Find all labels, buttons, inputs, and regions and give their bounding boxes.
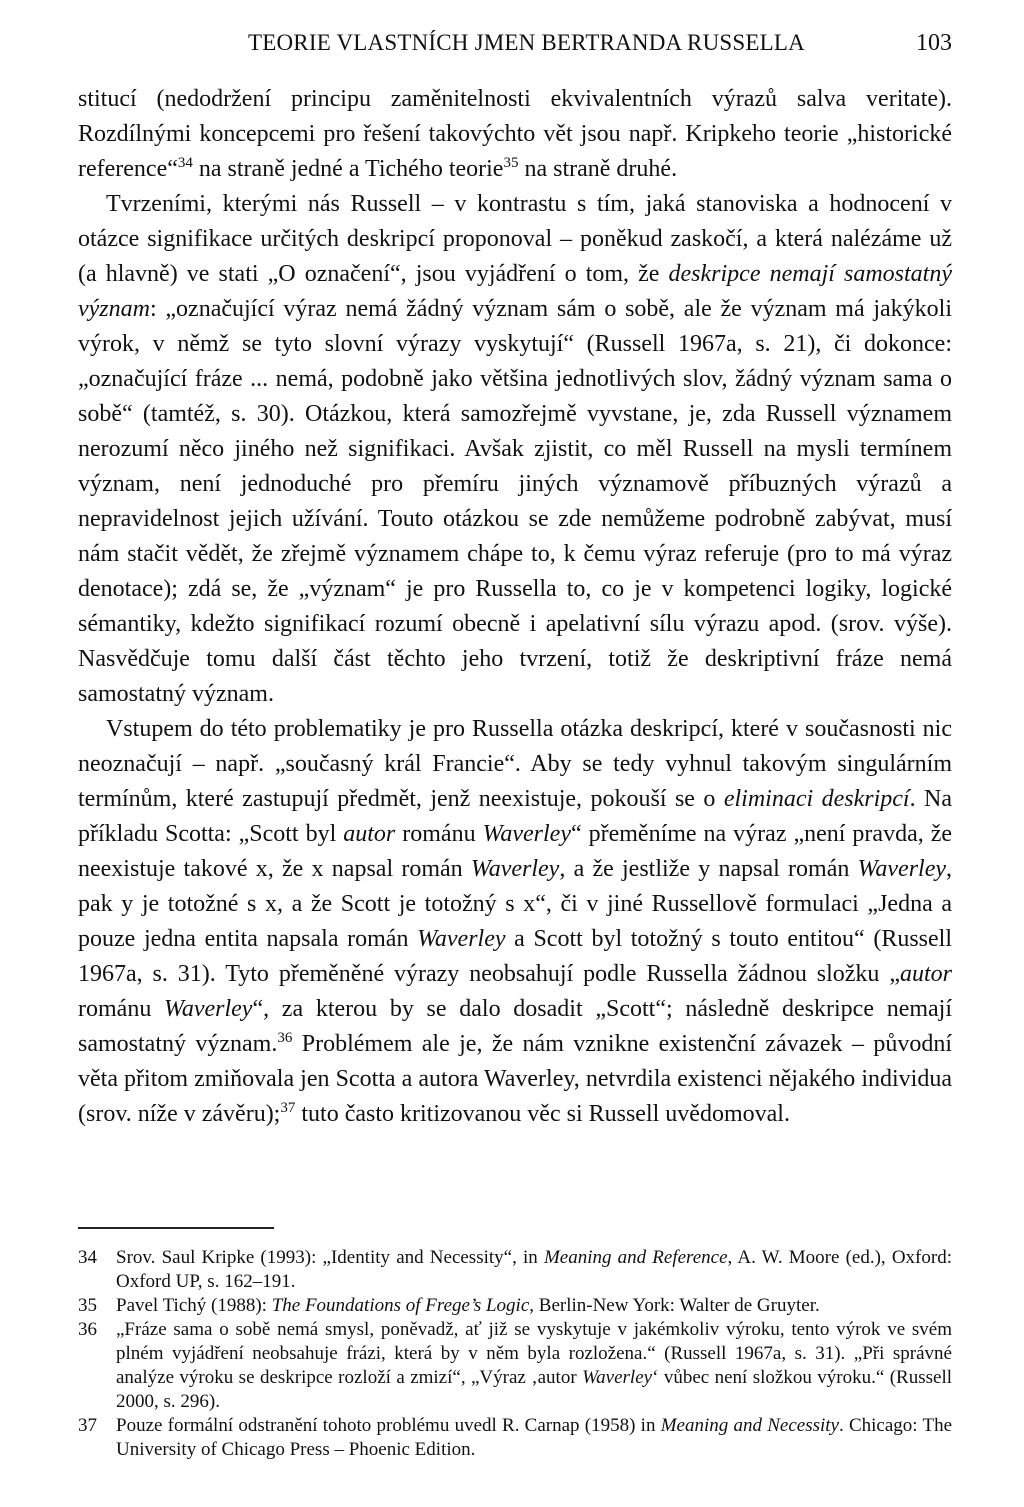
text-run: , A. W. Moore (ed.), Oxford: Oxford UP, s. 162–191. [116, 1247, 952, 1292]
footnote-37 [78, 1414, 952, 1462]
italic-run: Waverley [470, 856, 560, 882]
footnote-text [116, 1294, 952, 1318]
paragraph-2 [78, 187, 952, 712]
paragraph-3 [78, 712, 952, 1132]
footnote-number: 37 [78, 1415, 97, 1436]
text-run: Tvrzeními, kterými nás Russell – v kontrastu s tím, jaká stanoviska a hodnocení v otázce signifikace určitých deskripcí proponoval – poněkud zaskočí, a která nalézáme už (a hlavně) ve stati „O označení“, jsou vyjádření o tom, že [78, 191, 952, 287]
footnote-number: 34 [78, 1247, 97, 1268]
text-run: ‘ vůbec není složkou výroku.“ (Russell 2000, s. 296). [116, 1367, 952, 1412]
footnotes [78, 1246, 952, 1462]
running-title: TEORIE VLASTNÍCH JMEN BERTRANDA RUSSELLA [248, 30, 805, 55]
italic-run: Meaning and Reference [543, 1247, 728, 1268]
text-run: “, za kterou by se dalo dosadit „Scott“; následně deskripce nemají samostatný význam. [78, 996, 953, 1057]
footnote-ref-36: 36 [277, 1030, 293, 1046]
italic-run: Waverley [582, 1367, 653, 1388]
footnote-ref-37: 37 [280, 1100, 296, 1116]
text-run: , a že jestliže y napsal román [559, 856, 858, 882]
text-run: : „označující výraz nemá žádný význam sám o sobě, ale že význam má jakýkoli výrok, v němž se tyto slovní výrazy vyskytují“ (Russell 1967a, s. 21), či dokonce: „označující fráze ... nemá, podobně jako většina jednotlivých slov, žádný význam sama o sobě“ (tamtéž, s. 30). Otázkou, která samozřejmě vyvstane, je, zda Russell významem nerozumí něco jiného než signifikaci. Avšak zjistit, co měl Russell na mysli termínem význam, není jednoduché pro přemíru jiných významově příbuzných výrazů a nepravidelnost jejich užívání. Touto otázkou se zde nemůžeme podrobně zabývat, musí nám stačit vědět, že zřejmě významem chápe to, k čemu výraz referuje (pro to má výraz denotace); zdá se, že „význam“ je pro Russella to, co je v kompetenci logiky, logické sémantiky, kdežto signifikací rozumí obecně i apelativní sílu výrazu apod. (srov. výše). Nasvědčuje tomu další část těchto jeho tvrzení, totiž že deskriptivní fráze nemá samostatný význam. [78, 296, 952, 707]
text-run: , pak y je totožné s x, a že Scott je totožný s x“, či v jiné Russellově formulaci „Jedna a pouze jedna entita napsala román [78, 856, 952, 952]
footnote-36 [78, 1318, 952, 1414]
paragraph-1 [78, 82, 952, 187]
text-run: Pavel Tichý (1988): [116, 1295, 272, 1316]
italic-run: autor [343, 821, 396, 847]
footnote-divider [78, 1227, 274, 1229]
italic-run: The Foundations of Frege’s Logic [271, 1295, 530, 1316]
italic-run: Waverley [417, 926, 506, 952]
text-run: románu [395, 821, 483, 847]
text-run: stitucí (nedodržení principu zaměnitelnosti ekvivalentních výrazů salva veritate). Rozdílnými koncepcemi pro řešení takovýchto vět jsou např. Kripkeho teorie „historické reference“ [78, 86, 952, 182]
text-run: na straně druhé. [518, 156, 678, 182]
footnote-ref-35: 35 [503, 155, 519, 171]
text-run: “ přeměníme na výraz „není pravda, že neexistuje takové x, že x napsal román [78, 821, 953, 882]
footnote-ref-34: 34 [177, 155, 193, 171]
italic-run: Waverley [482, 821, 571, 847]
text-run: románu [78, 996, 165, 1022]
text-run: Problémem ale je, že nám vznikne existenční závazek – původní věta přitom zmiňovala jen Scotta a autora Waverley, netvrdila existenci nějakého individua (srov. níže v závěru); [78, 1031, 952, 1127]
italic-run: Waverley [164, 996, 253, 1022]
text-run: a Scott byl totožný s touto entitou“ (Russell 1967a, s. 31). Tyto přeměněné výrazy neobsahují podle Russella žádnou složku „ [78, 926, 952, 987]
italic-run: Waverley [857, 856, 946, 882]
text-run: „Fráze sama o sobě nemá smysl, poněvadž, ať již se vyskytuje v jakémkoliv výroku, tento výrok ve svém plném vyjádření neobsahuje frázi, která by v něm byla rozložena.“ (Russell 1967a, s. 31). „Při správné analýze výroku se deskripce rozloží a zmizí“, „Výraz ‚autor [116, 1319, 952, 1388]
main-text [78, 82, 952, 1132]
text-run: tuto často kritizovanou věc si Russell uvědomoval. [295, 1101, 790, 1127]
footnote-number: 35 [78, 1295, 97, 1316]
footnote-text [116, 1414, 952, 1462]
footnote-34 [78, 1246, 952, 1294]
page-header [78, 30, 952, 70]
italic-run: deskripce nemají samostatný význam [78, 261, 953, 322]
footnote-number: 36 [78, 1319, 97, 1340]
footnote-35 [78, 1294, 952, 1318]
italic-run: eliminaci deskripcí [723, 786, 910, 812]
italic-run: autor [899, 961, 952, 987]
footnote-text [116, 1318, 952, 1414]
text-run: . Na příkladu Scotta: „Scott byl [78, 786, 953, 847]
text-run: na straně jedné a Tichého teorie [192, 156, 504, 182]
italic-run: Meaning and Necessity [660, 1415, 839, 1436]
text-run: Srov. Saul Kripke (1993): „Identity and Necessity“, in [116, 1247, 544, 1268]
page-number: 103 [916, 30, 952, 56]
text-run: , Berlin-New York: Walter de Gruyter. [529, 1295, 820, 1316]
text-run: . Chicago: The University of Chicago Press – Phoenic Edition. [116, 1415, 953, 1460]
text-run: Vstupem do této problematiky je pro Russella otázka deskripcí, které v současnosti nic neoznačují – např. „současný král Francie“. Aby se tedy vyhnul takovým singulárním termínům, které zastupují předmět, jenž neexistuje, pokouší se o [78, 716, 952, 812]
footnote-text [116, 1246, 952, 1294]
text-run: Pouze formální odstranění tohoto problému uvedl R. Carnap (1958) in [116, 1415, 661, 1436]
